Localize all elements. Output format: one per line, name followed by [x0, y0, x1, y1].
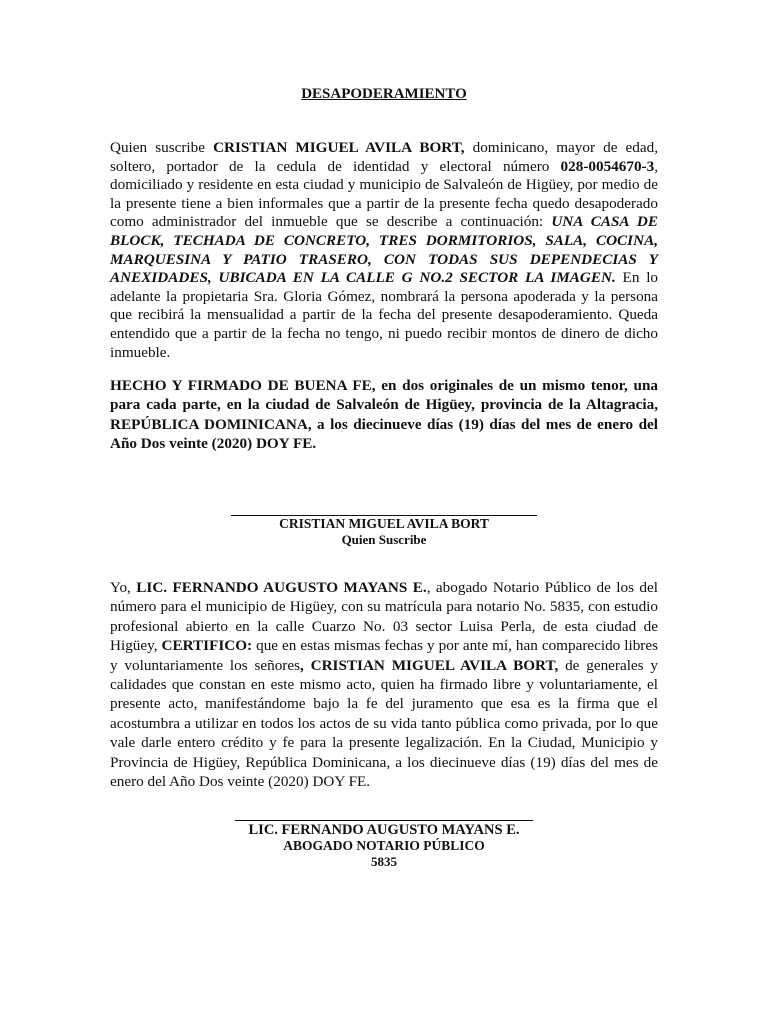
- document-title: DESAPODERAMIENTO: [301, 86, 467, 102]
- declarant-name: CRISTIAN MIGUEL AVILA BORT,: [213, 139, 465, 156]
- notary-registration-number: 5835: [371, 854, 397, 869]
- notary-signature-line: [235, 820, 533, 821]
- id-number: 028-0054670-3: [560, 157, 655, 175]
- paragraph-notary-certification: [110, 578, 658, 791]
- property-description: UNA CASA DE BLOCK, TECHADA DE CONCRETO, TRES DORMITORIOS, SALA, COCINA, MARQUESINA Y PATIO TRASERO, CON TODAS SUS DEPENDECIAS Y ANEXIDADES, UBICADA EN LA CALLE G NO.2 SECTOR LA IMAGEN.: [110, 213, 659, 287]
- notary-name: LIC. FERNANDO AUGUSTO MAYANS E.: [136, 579, 427, 596]
- signer-name: CRISTIAN MIGUEL AVILA BORT: [279, 516, 489, 531]
- text-run: de generales y calidades que constan en este mismo acto, quien ha firmado libre y voluntariamente, el presente acto, manifestándome bajo la fe del juramento que esa es la firma que el acostumbra a utilizar en todos los actos de su vida tanto pública como privada, por lo que vale darle entero crédito y fe para la presente legalización. En la Ciudad, Municipio y Provincia de Higüey, República Dominicana, a los diecinueve días (19) días del mes de enero del Año Dos veinte (2020) DOY FE.: [110, 656, 658, 791]
- text-run: que en estas mismas fechas y por ante mí, han comparecido libres y voluntariamente los señores: [110, 637, 658, 674]
- text-run: Yo,: [110, 579, 137, 596]
- declarant-name: , CRISTIAN MIGUEL AVILA BORT,: [300, 656, 559, 674]
- signer-role: Quien Suscribe: [341, 532, 427, 547]
- text-run: , domiciliado y residente en esta ciudad y municipio de Salvaleón de Higüey, por medio de la presente tiene a bien informales que a partir de la presente fecha quedo desapoderado como administrador del inmueble que se describe a continuación:: [110, 157, 658, 231]
- certifico-label: CERTIFICO:: [161, 637, 253, 655]
- text-run: dominicano, mayor de edad, soltero, portador de la cedula de identidad y electoral número: [110, 139, 658, 175]
- notary-signer-name: LIC. FERNANDO AUGUSTO MAYANS E.: [248, 822, 520, 838]
- text-run: Quien suscribe: [110, 139, 214, 156]
- text-run: , abogado Notario Público de los del número para el municipio de Higüey, con su matrícula para notario No. 5835, con estudio profesional abierto en la calle Cuarzo No. 03 sector Luisa Perla, de esta ciudad de Higüey,: [110, 579, 658, 655]
- paragraph-declaration: [110, 139, 658, 362]
- paragraph-signed-statement: HECHO Y FIRMADO DE BUENA FE, en dos originales de un mismo tenor, una para cada parte, en la ciudad de Salvaleón de Higüey, provincia de la Altagracia, REPÚBLICA DOMINICANA, a los diecinueve días (19) días del mes de enero del Año Dos veinte (2020) DOY FE.: [110, 377, 658, 453]
- notary-signer-role: ABOGADO NOTARIO PÚBLICO: [283, 838, 485, 853]
- text-run: En lo adelante la propietaria Sra. Gloria Gómez, nombrará la persona apoderada y la persona que recibirá la mensualidad a partir de la fecha del presente desapoderamiento. Queda entendido que a partir de la fecha no tengo, ni puedo recibir montos de dinero de dicho inmueble.: [110, 269, 659, 361]
